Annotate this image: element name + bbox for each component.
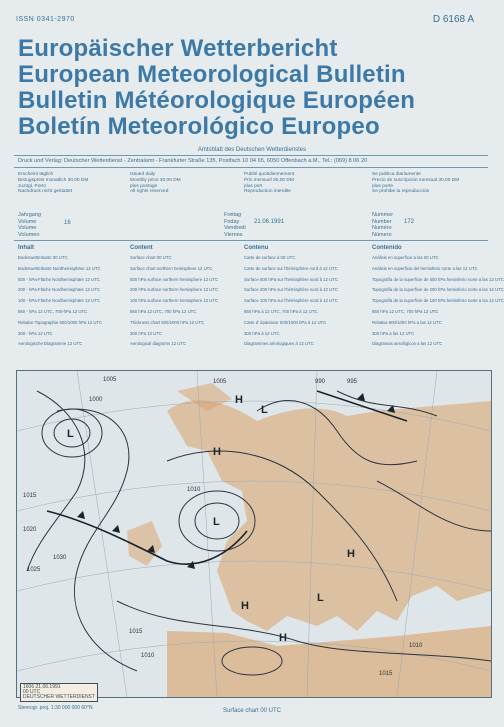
number-label: Number (372, 218, 392, 225)
volume-label: Volume (18, 218, 37, 225)
low-center: L (67, 428, 74, 440)
subscription-line: Se prohibe la reproducción (372, 189, 430, 195)
volume-value: 16 (64, 220, 71, 226)
isobar-label: 1025 (27, 567, 41, 573)
number-label: Nummer (372, 212, 394, 218)
contents-item: Carte d' épaisseur 500/1000 hPa à 12 UTC (244, 319, 327, 325)
contents-de (18, 243, 102, 350)
subscription-line: Prix mensuel 30,00 DM (244, 177, 294, 183)
subscription-line: plus porte (372, 183, 394, 189)
subscription-line: Publié quotidiennement (244, 172, 295, 177)
isobar-label: 1005 (213, 379, 227, 385)
contents-item: Topografía de la superficie de 200 hPa hemisferio norte a las 12 UTC (372, 287, 504, 293)
contents-item: 100 hPa surface northern hemisphere 12 UTC (130, 298, 219, 304)
contents-item: Diagramas aerológicos a las 12 UTC (372, 341, 443, 347)
contents-item: Bodenwetterkarte 00 UTC (18, 255, 68, 260)
contents-heading: Contenu (244, 245, 269, 251)
subscription-line: Reproduction interdite (244, 189, 291, 195)
day-label: Vendredi (224, 225, 246, 232)
subscription-es (372, 172, 484, 195)
contents-item: 850 hPa 12 UTC, 700 hPa 12 UTC (130, 308, 197, 314)
contents-item: 100 - hPa-Fläche Nordhemisphäre 12 UTC (18, 298, 100, 304)
high-center: H (213, 446, 221, 458)
isobar-label: 1010 (409, 643, 423, 649)
subscription-fr (244, 172, 356, 195)
day-label: Freitag (224, 212, 242, 218)
volume-label: Volumen (18, 231, 40, 238)
low-center: L (213, 516, 220, 528)
subscription-de (18, 172, 130, 195)
contents-item: Relative Topographie 500/1000 hPa 12 UTC (18, 319, 103, 325)
contents-heading: Content (130, 245, 153, 251)
isobar-label: 1000 (89, 397, 103, 403)
contents-item: Relativa 500/1000 hPa a las 12 UTC (372, 319, 442, 325)
issue-date: 21.06.1991 (254, 219, 285, 225)
title-french: Bulletin Météorologique Européen (18, 87, 416, 114)
contents-item: Análisis en superficie a las 00 UTC (372, 255, 439, 260)
issue-number: 172 (404, 219, 415, 225)
surface-chart-map (16, 370, 492, 698)
number-labels (372, 212, 393, 238)
contents-item: Thickness chart 500/1000 hPa 12 UTC (130, 319, 205, 325)
contents-item: 300 - hPa 12 UTC (18, 330, 53, 336)
contents-item: 200 hPa surface northern hemisphere 12 UTC (130, 287, 219, 293)
contents-item: Aerological diagrams 12 UTC (130, 341, 187, 347)
low-center: L (317, 592, 324, 604)
map-scale: Stereogr. proj. 1:30 000 000 60°N (18, 705, 93, 711)
subscription-line: plus postage (130, 183, 158, 189)
title-block (18, 36, 498, 140)
contents-item: Topografía de la superficie de 100 hPa hemisferio norte a las 12 UTC (372, 298, 504, 304)
contents-item: Topografía de la superficie de 500 hPa hemisferio norte a las 12 UTC (372, 276, 504, 282)
subscription-line: Monthly price 30,00 DM (130, 177, 181, 183)
contents-item: 850 hPa à 12 UTC, 700 hPa à 12 UTC (244, 308, 318, 314)
contents-item: 850 - hPa 12 UTC, 700-hPa 12 UTC (18, 308, 88, 314)
contents-item: Surface 100 hPa sur l'hémisphère nord à 12 UTC (244, 298, 338, 304)
contents-en (130, 243, 218, 350)
number-label: Número (372, 231, 392, 238)
stamp-line: DEUTSCHER WETTERDIENST (23, 694, 95, 700)
high-center: H (241, 600, 249, 612)
contents-item: 300 hPa a las 12 UTC (372, 330, 415, 336)
contents-heading: Contenido (372, 245, 402, 251)
number-label: Numéro (372, 225, 392, 232)
contents-item: Carte de surface sur l'hémisphère nord à 12 UTC (244, 265, 338, 271)
contents-es (372, 243, 504, 350)
document-number: D 6168 A (432, 14, 474, 25)
subscription-line: Erscheint täglich (18, 172, 54, 177)
isobar-label: 1010 (141, 653, 155, 659)
subscription-en (130, 172, 242, 195)
contents-item: Surface chart northern hemisphere 12 UTC (130, 265, 213, 271)
publisher-line: Druck und Verlag: Deutscher Wetterdienst - Zentralamt - Frankfurter Straße 135, Postfach 10 04 65, 6050 Offenbach a.M., Tel.: (069) 8 06 20 (18, 158, 368, 164)
volume-label: Jahrgang (18, 212, 41, 218)
low-center: L (261, 404, 268, 416)
subscription-line: Bezugspreis monatlich 30,00 DM (18, 177, 89, 183)
isobar-label: 1020 (23, 527, 37, 533)
isobar-label: 995 (347, 379, 358, 385)
weather-map-svg (17, 371, 491, 697)
volume-labels (18, 212, 41, 238)
isobar-label: 1030 (53, 555, 67, 561)
high-center: H (347, 548, 355, 560)
isobar-label: 1010 (187, 487, 201, 493)
contents-item: 300 hPa à 12 UTC (244, 330, 280, 336)
subscription-line: Issued daily (130, 172, 156, 177)
title-english: European Meteorological Bulletin (18, 61, 406, 88)
stamp-line: 00 UTC (23, 689, 41, 695)
contents-item: Bodenwetterkarte Nordhemisphäre 12 UTC (18, 265, 101, 271)
day-labels (224, 212, 246, 238)
subscription-line: Precio de suscripción mensual 30,00 DM (372, 177, 460, 183)
title-spanish: Boletín Meteorológico Europeo (18, 113, 380, 140)
subscription-line: Se publica diariamente (372, 172, 421, 177)
isobar-label: 1005 (103, 377, 117, 383)
title-german: Europäischer Wetterbericht (18, 35, 338, 62)
isobar-label: 990 (315, 379, 326, 385)
map-caption: Surface chart 00 UTC (222, 708, 282, 714)
high-center: H (279, 632, 287, 644)
high-center: H (235, 394, 243, 406)
subscription-line: plus port (244, 183, 263, 189)
chart-stamp (20, 683, 98, 702)
divider (14, 240, 488, 241)
isobar-label: 1015 (129, 629, 143, 635)
day-label: Friday (224, 218, 240, 225)
contents-fr (244, 243, 338, 350)
contents-item: 850 hPa 12 UTC, 700 hPa 12 UTC (372, 308, 439, 314)
contents-item: Carte de surface à 00 UTC (244, 255, 296, 260)
isobar-label: 1015 (379, 671, 393, 677)
contents-item: Surface chart 00 UTC (130, 255, 172, 260)
contents-item: Surface 200 hPa sur l'hémisphère nord à 12 UTC (244, 287, 338, 293)
issn-number: ISSN 0341-2970 (16, 16, 75, 23)
stamp-line: 1606 21.06.1991 (23, 684, 61, 690)
contents-item: Diagrammes aérologiques à 12 UTC (244, 341, 314, 347)
contents-item: 500 - hPa-Fläche Nordhemisphäre 12 UTC (18, 276, 100, 282)
divider (14, 155, 488, 156)
subscription-line: zuzügl. Porto (18, 183, 46, 189)
contents-heading: Inhalt (18, 245, 34, 251)
day-label: Viernes (224, 231, 243, 238)
contents-item: Análisis en superficie del hemisferio norte a las 12 UTC (372, 265, 478, 271)
contents-item: 200 - hPa-Fläche Nordhemisphäre 12 UTC (18, 287, 100, 293)
isobar-label: 1015 (23, 493, 37, 499)
subscription-line: All rights reserved (130, 189, 169, 195)
divider (14, 167, 488, 168)
subscription-line: Nachdruck nicht gestattet (18, 189, 73, 195)
contents-item: Aerologische Diagramme 12 UTC (18, 341, 83, 347)
contents-item: 300 hPa 12 UTC (130, 330, 163, 336)
amtsblatt-line: Amtsblatt des Deutschen Wetterdienstes (197, 147, 307, 153)
contents-item: 500 hPa surface northern hemisphere 12 UTC (130, 276, 219, 282)
volume-label: Volume (18, 225, 37, 232)
contents-item: Surface 500 hPa sur l'hémisphère nord à 12 UTC (244, 276, 338, 282)
